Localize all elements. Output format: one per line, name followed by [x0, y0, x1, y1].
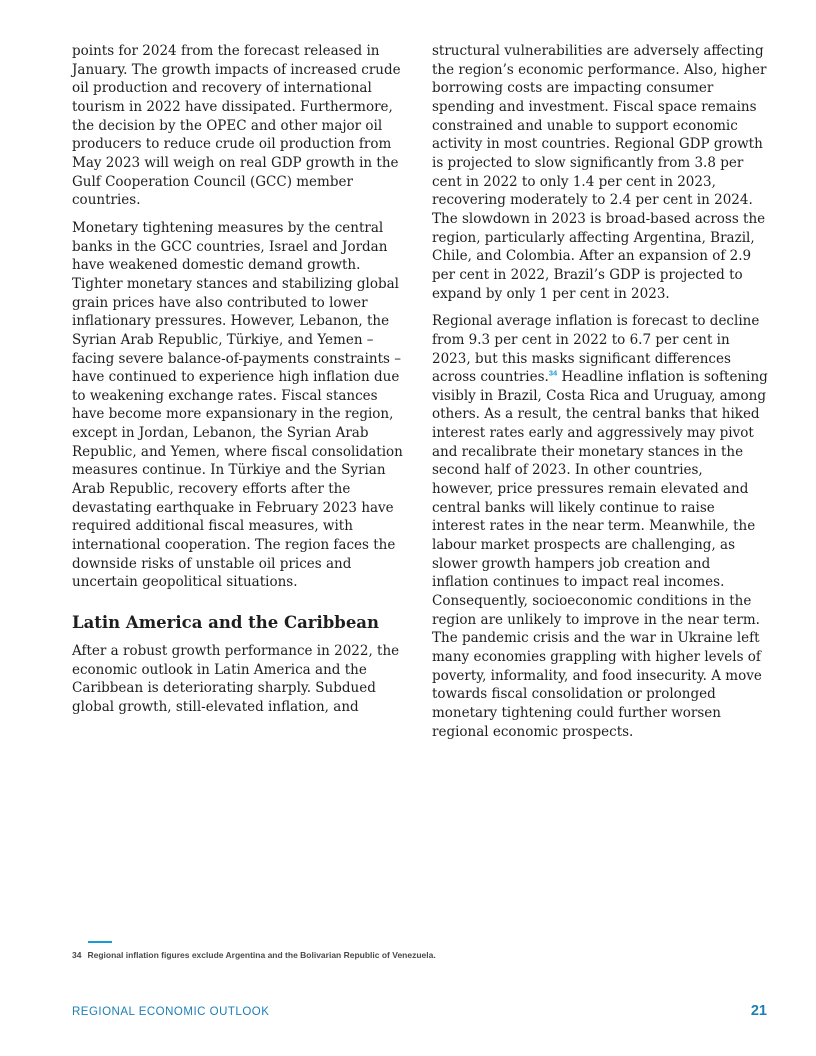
- body-paragraph: After a robust growth performance in 2022, the economic outlook in Latin America and the Caribbean is deteriorating sharply. Subdued global growth, still-elevated inflation, and: [72, 643, 400, 715]
- paragraph-text: Headline inflation is softening visibly in Brazil, Costa Rica and Uruguay, among others. As a result, the central banks that hiked interest rates early and aggressively may pivot and recalibrate their monetary stances in the second half of 2023. In other countries, however, price pressures remain elevated and central banks will likely continue to raise interest rates in the near term. Meanwhile, the labour market prospects are challenging, as slower growth hampers job creation and inflation continues to impact real incomes. Consequently, socioeconomic conditions in the region are unlikely to improve in the near term. The pandemic crisis and the war in Ukraine left many economies grappling with higher levels of poverty, informality, and food insecurity. A move towards fiscal consolidation or prolonged monetary tightening could further worsen regional economic prospects.: [432, 369, 768, 740]
- body-paragraph: points for 2024 from the forecast released in January. The growth impacts of increased crude oil production and recovery of international tourism in 2022 have dissipated. Furthermore, the decision by the OPEC and other major oil producers to reduce crude oil production from May 2023 will weigh on real GDP growth in the Gulf Cooperation Council (GCC) member countries.: [72, 43, 401, 209]
- body-paragraph: [432, 312, 768, 741]
- footnote-reference[interactable]: 34: [548, 368, 558, 378]
- section-heading: Latin America and the Caribbean: [72, 613, 379, 633]
- paragraph-text: Regional average inflation is forecast to decline from 9.3 per cent in 2022 to 6.7 per cent in 2023, but this masks significant differences across countries.: [432, 313, 760, 386]
- footnote-text: Regional inflation figures exclude Argentina and the Bolivarian Republic of Venezuela.: [87, 950, 436, 960]
- body-paragraph: Monetary tightening measures by the central banks in the GCC countries, Israel and Jordan have weakened domestic demand growth. Tighter monetary stances and stabilizing global grain prices have also contributed to lower inflationary pressures. However, Lebanon, the Syrian Arab Republic, Türkiye, and Yemen – facing severe balance-of-payments constraints – have continued to experience high inflation due to weakening exchange rates. Fiscal stances have become more expansionary in the region, except in Jordan, Lebanon, the Syrian Arab Republic, and Yemen, where fiscal consolidation measures continue. In Türkiye and the Syrian Arab Republic, recovery efforts after the devastating earthquake in February 2023 have required additional fiscal measures, with international cooperation. The region faces the downside risks of unstable oil prices and uncertain geopolitical situations.: [72, 219, 403, 591]
- footnote: [72, 950, 772, 960]
- left-column: [72, 42, 412, 726]
- footnote-divider: [88, 941, 112, 943]
- body-paragraph: structural vulnerabilities are adversely affecting the region’s economic performance. Also, higher borrowing costs are impacting consumer spending and investment. Fiscal space remains constrained and unable to support economic activity in most countries. Regional GDP growth is projected to slow significantly from 3.8 per cent in 2022 to only 1.4 per cent in 2023, recovering moderately to 2.4 per cent in 2024. The slowdown in 2023 is broad-based across the region, particularly affecting Argentina, Brazil, Chile, and Colombia. After an expansion of 2.9 per cent in 2022, Brazil’s GDP is projected to expand by only 1 per cent in 2023.: [432, 43, 767, 302]
- page-number: 21: [750, 1003, 767, 1019]
- footer-publication-title: REGIONAL ECONOMIC OUTLOOK: [72, 1006, 270, 1018]
- footnote-number: 34: [72, 950, 82, 960]
- right-column: [432, 42, 768, 750]
